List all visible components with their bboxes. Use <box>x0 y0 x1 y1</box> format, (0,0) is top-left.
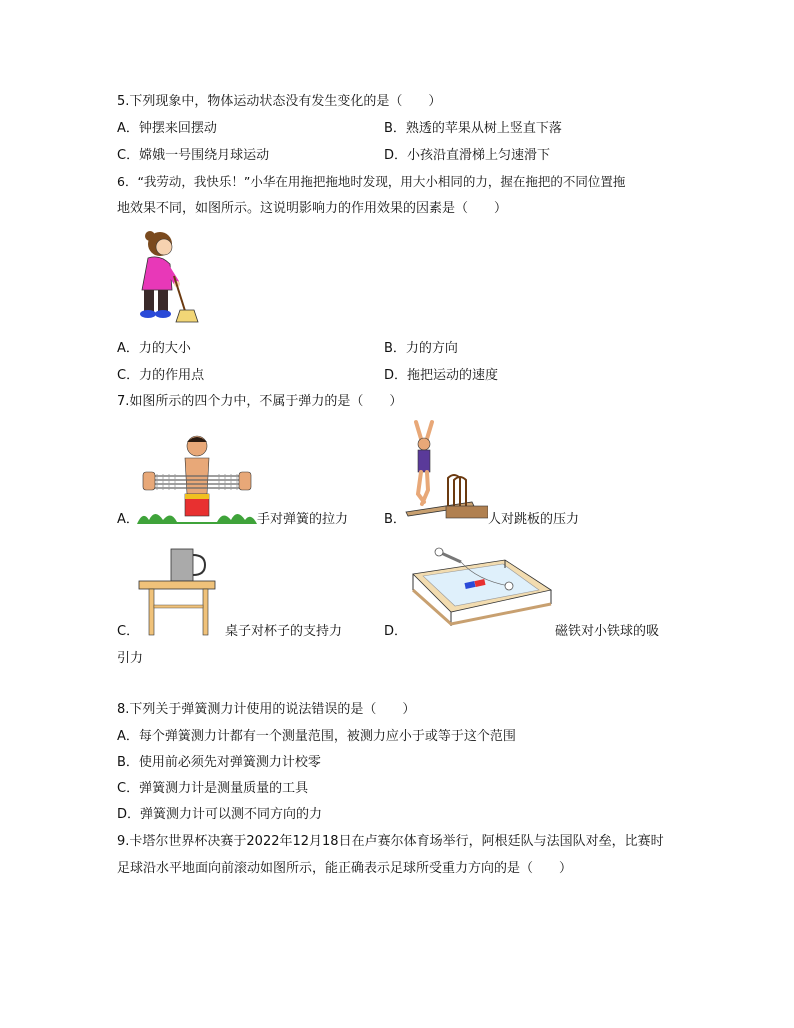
q7-option-b-letter: B． <box>384 512 406 527</box>
q7-option-c-letter: C． <box>117 624 140 639</box>
springboard-diver-figure <box>402 418 488 526</box>
q7-option-a-text: 手对弹簧的拉力 <box>257 512 349 527</box>
q8-option-a: A．每个弹簧测力计都有一个测量范围，被测力应小于或等于这个范围 <box>117 729 516 744</box>
q5-stem: 5.下列现象中，物体运动状态没有发生变化的是（ ） <box>117 94 442 109</box>
mopping-child-figure <box>130 228 202 324</box>
spring-stretch-figure <box>137 432 257 524</box>
q9-stem-line1: 9.卡塔尔世界杯决赛于2022年12月18日在卢赛尔体育场举行，阿根廷队与法国队对垒，比赛时 <box>117 834 664 849</box>
q7-option-c-text: 桌子对杯子的支持力 <box>225 624 343 639</box>
magnet-iron-ball-figure <box>405 546 555 628</box>
q8-option-c: C．弹簧测力计是测量质量的工具 <box>117 781 309 796</box>
q6-stem-line2: 地效果不同，如图所示。这说明影响力的作用效果的因素是（ ） <box>117 201 508 216</box>
q5-option-b: B．熟透的苹果从树上竖直下落 <box>384 121 562 136</box>
q6-option-c: C．力的作用点 <box>117 368 205 383</box>
q5-option-c: C．嫦娥一号围绕月球运动 <box>117 148 270 163</box>
q6-option-a: A．力的大小 <box>117 341 191 356</box>
q7-option-b-text: 人对跳板的压力 <box>488 512 580 527</box>
q7-option-d-text-line1: 磁铁对小铁球的吸 <box>555 624 660 639</box>
cup-on-table-figure <box>137 545 217 637</box>
q5-option-d: D．小孩沿直滑梯上匀速滑下 <box>384 148 551 163</box>
q7-option-a-letter: A． <box>117 512 139 527</box>
q7-option-d-text-line2: 引力 <box>117 651 144 666</box>
q6-stem-line1: 6．“我劳动，我快乐！”小华在用拖把拖地时发现，用大小相同的力，握在拖把的不同位置拖 <box>117 174 626 189</box>
q7-stem: 7.如图所示的四个力中，不属于弹力的是（ ） <box>117 394 403 409</box>
q6-option-d: D．拖把运动的速度 <box>384 368 499 383</box>
q6-option-b: B．力的方向 <box>384 341 458 356</box>
q8-stem: 8.下列关于弹簧测力计使用的说法错误的是（ ） <box>117 702 416 717</box>
q8-option-d: D．弹簧测力计可以测不同方向的力 <box>117 807 323 822</box>
q7-option-d-letter: D． <box>384 624 408 639</box>
q9-stem-line2: 足球沿水平地面向前滚动如图所示，能正确表示足球所受重力方向的是（ ） <box>117 861 573 876</box>
q8-option-b: B．使用前必须先对弹簧测力计校零 <box>117 755 321 770</box>
q5-option-a: A．钟摆来回摆动 <box>117 121 217 136</box>
